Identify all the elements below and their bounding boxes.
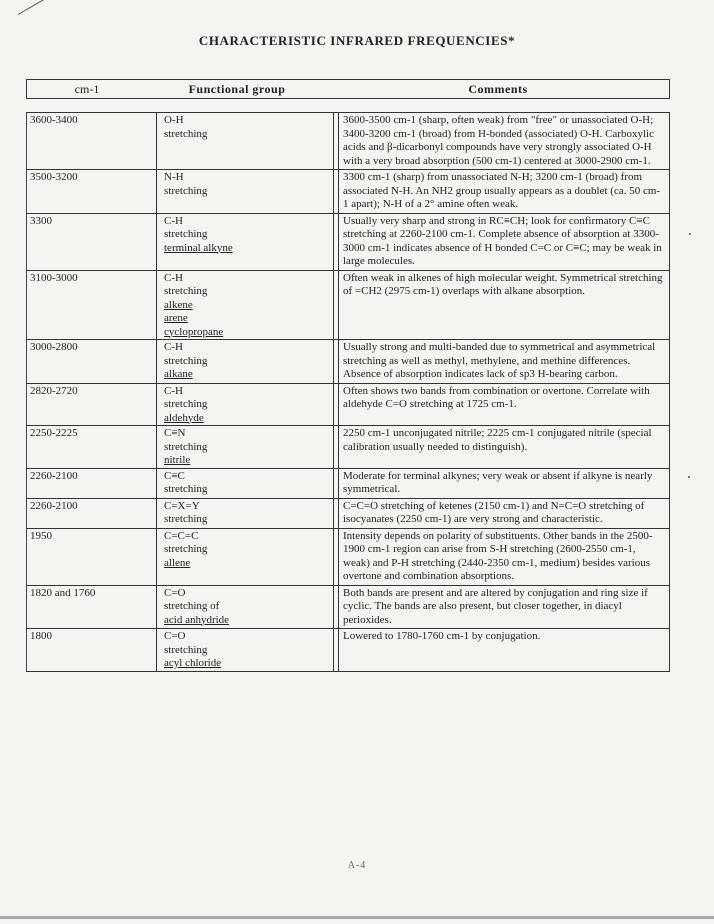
cell-wavenumber: 3500-3200 [26,170,157,213]
group-line: stretching [164,228,208,240]
cell-functional-group [161,170,334,213]
group-line: C-H [164,214,183,227]
table-row [26,384,670,427]
group-line: stretching [164,513,208,525]
cell-wavenumber: 1800 [26,629,157,671]
header-functional-group: Functional group [188,81,286,96]
table-row [26,214,670,271]
cell-comment: Often weak in alkenes of high molecular weight. Symmetrical stretching of =CH2 (2975 cm-1) overlaps with alkane absorption. [338,271,670,340]
table-row [26,629,670,671]
cell-wavenumber: 3000-2800 [26,340,157,383]
header-cm: cm-1 [74,81,100,96]
corner-pen-mark [18,0,50,15]
cell-wavenumber: 1820 and 1760 [26,586,157,629]
group-subtype: alkene [164,298,193,311]
table-row [26,113,670,170]
ir-frequency-table [26,112,670,672]
group-subtype: arene [164,312,188,324]
cell-wavenumber: 2260-2100 [26,499,157,528]
cell-wavenumber: 1950 [26,529,157,585]
cell-comment: Usually strong and multi-banded due to symmetrical and asymmetrical stretching as well as methyl, methylene, and methine differences. Absence of absorption indicates lack of sp3 H-bearing carbon. [338,340,670,383]
bottom-scan-edge [0,916,714,919]
group-line: O-H [164,114,184,126]
cell-functional-group [161,529,334,585]
table-header [26,79,670,99]
cell-functional-group [161,340,334,383]
group-line: C=X=Y [164,499,200,512]
group-subtype: cyclopropane [164,325,224,338]
group-subtype: terminal alkyne [164,241,233,254]
group-line: stretching [164,354,208,367]
cell-comment: Often shows two bands from combination or overtone. Correlate with aldehyde C=O stretching at 1725 cm-1. [338,384,670,426]
group-line: C≡N [164,427,186,439]
group-line: stretching [164,643,208,656]
cell-comment: C=C=O stretching of ketenes (2150 cm-1) and N=C=O stretching of isocyanates (2250 cm-1) are very strong and characteristic. [338,499,670,528]
group-line: C=C=C [164,529,199,542]
cell-comment: Moderate for terminal alkynes; very weak or absent if alkyne is nearly symmetrical. [338,469,670,498]
cell-wavenumber: 2260-2100 [26,469,157,498]
group-line: stretching [164,184,208,197]
group-line: N-H [164,171,184,183]
cell-wavenumber: 2250-2225 [26,426,157,468]
cell-wavenumber: 3300 [26,214,157,270]
group-line: C-H [164,384,183,397]
cell-functional-group [161,113,334,169]
group-line: stretching [164,398,208,410]
table-row [26,340,670,384]
header-comments: Comments [468,81,528,96]
cell-wavenumber: 3600-3400 [26,113,157,169]
group-subtype: allene [164,556,191,569]
scan-speck [688,476,690,478]
cell-functional-group [161,586,334,629]
cell-functional-group [161,384,334,426]
cell-comment: 2250 cm-1 unconjugated nitrile; 2225 cm-1 conjugated nitrile (special calibration usually needed to distinguish). [338,426,670,468]
table-row [26,426,670,469]
group-subtype: acyl chloride [164,657,222,669]
cell-comment: Intensity depends on polarity of substituents. Other bands in the 2500-1900 cm-1 region can arise from S-H stretching (2600-2550 cm-1, weak) and P-H stretching (2440-2350 cm-1, medium) besides various overtone and combination absorptions. [338,529,670,585]
scan-speck [689,233,691,235]
group-line: stretching [164,543,208,555]
cell-comment: Both bands are present and are altered by conjugation and ring size if cyclic. The bands are also present, but closer together, in diacyl perioxides. [338,586,670,629]
group-line: C=O [164,586,186,599]
page-title: CHARACTERISTIC INFRARED FREQUENCIES* [198,33,516,48]
group-line: C-H [164,271,183,284]
cell-comment: Lowered to 1780-1760 cm-1 by conjugation. [338,629,670,671]
group-line: stretching [164,483,208,495]
cell-functional-group [161,214,334,270]
group-subtype: alkane [164,368,193,380]
table-row [26,499,670,529]
cell-comment: 3300 cm-1 (sharp) from unassociated N-H; 3200 cm-1 (broad) from associated N-H. An NH2 group usually appears as a doublet (ca. 50 cm-1 apart); N-H of a 2° amine often weak. [338,170,670,213]
cell-wavenumber: 2820-2720 [26,384,157,426]
cell-comment: Usually very sharp and strong in RC≡CH; look for confirmatory C≡C stretching at 2260-2100 cm-1. Complete absence of absorption at 3300-3000 cm-1 indicates absence of H bonded C=C or C≡C; may be weak in large molecules. [338,214,670,270]
table-row [26,170,670,214]
group-line: C-H [164,341,183,353]
table-row [26,271,670,341]
page-number: A-4 [347,860,367,871]
cell-functional-group [161,629,334,671]
cell-functional-group [161,499,334,528]
group-subtype: aldehyde [164,411,204,424]
group-line: stretching [164,127,208,140]
cell-wavenumber: 3100-3000 [26,271,157,340]
group-line: C=O [164,630,186,642]
cell-functional-group [161,469,334,498]
table-row [26,529,670,586]
group-subtype: nitrile [164,454,191,466]
group-subtype: acid anhydride [164,613,230,626]
group-line: stretching [164,285,208,297]
table-row [26,586,670,630]
group-line: stretching of [164,600,220,612]
cell-functional-group [161,426,334,468]
cell-functional-group [161,271,334,340]
group-line: C≡C [164,469,185,482]
group-line: stretching [164,440,208,453]
cell-comment: 3600-3500 cm-1 (sharp, often weak) from "free" or unassociated O-H; 3400-3200 cm-1 (broad) from H-bonded (associated) O-H. Carboxylic acids and β-dicarbonyl compounds have very strongly associated O-H with a very broad absorption (500 cm-1) centered at 3000-2900 cm-1. [338,113,670,169]
table-row [26,469,670,499]
